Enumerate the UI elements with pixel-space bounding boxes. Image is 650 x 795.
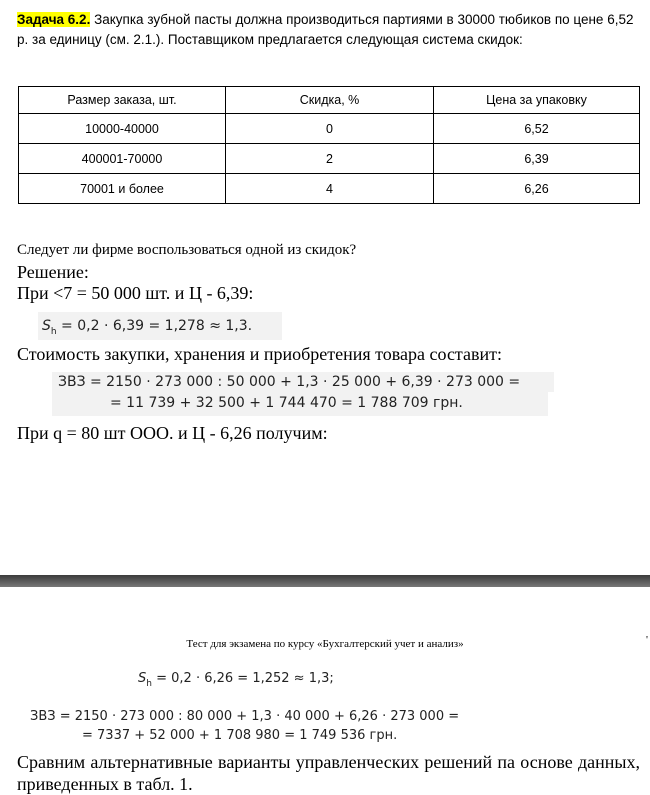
table-cell: 400001-70000: [19, 144, 226, 174]
table-cell: 6,52: [434, 114, 640, 144]
table-header-cell: Размер заказа, шт.: [19, 87, 226, 114]
page2-header: Тест для экзамена по курсу «Бухгалтерский учет и анализ»: [186, 638, 464, 650]
page-separator: [0, 575, 650, 587]
formula-zvz-1-line2: = 11 739 + 32 500 + 1 744 470 = 1 788 709 грн.: [52, 392, 548, 416]
table-row: [19, 114, 640, 144]
table-cell: 2: [226, 144, 434, 174]
task-text: Закупка зубной пасты должна производиться партиями в 30000 тюбиков по цене 6,52 р. за единицу (см. 2.1.). Поставщиком предлагается следующая система скидок:: [17, 12, 634, 47]
formula-expression: = 0,2 · 6,26 = 1,252 ≈ 1,3;: [151, 671, 334, 686]
formula-sh-1: [38, 312, 282, 340]
formula-subscript: h: [50, 327, 57, 337]
table-cell: 70001 и более: [19, 174, 226, 204]
table-cell: 0: [226, 114, 434, 144]
table-cell: 4: [226, 174, 434, 204]
table-header-cell: Скидка, %: [226, 87, 434, 114]
formula-zvz-2-line2: = 7337 + 52 000 + 1 708 980 = 1 749 536 грн.: [82, 728, 398, 743]
formula-symbol: S: [138, 671, 147, 686]
formula-zvz-2-line1: ЗВЗ = 2150 · 273 000 : 80 000 + 1,3 · 40 000 + 6,26 · 273 000 =: [30, 709, 460, 724]
case1-text: При <7 = 50 000 шт. и Ц - 6,39:: [17, 283, 254, 303]
formula-zvz-1-line1: ЗВЗ = 2150 · 273 000 : 50 000 + 1,3 · 25 000 + 6,39 · 273 000 =: [52, 372, 554, 392]
compare-paragraph: Сравним альтернативные варианты управленческих решений па основе данных, приведенных в табл. 1.: [17, 752, 640, 794]
table-header-cell: Цена за упаковку: [434, 87, 640, 114]
formula-expression: = 0,2 · 6,39 = 1,278 ≈ 1,3.: [56, 318, 253, 334]
formula-subscript: h: [146, 679, 152, 689]
solution-label: Решение:: [17, 262, 89, 282]
task-label: Задача 6.2.: [17, 12, 91, 27]
case2-text: При q = 80 шт ООО. и Ц - 6,26 получим:: [17, 423, 328, 443]
page-separator-band: [0, 575, 650, 587]
table-cell: 6,26: [434, 174, 640, 204]
cost-text: Стоимость закупки, хранения и приобретения товара составит:: [17, 344, 503, 364]
discount-table: [18, 86, 640, 204]
table-header-row: [19, 87, 640, 114]
formula-symbol: S: [42, 318, 51, 334]
formula-sh-2: [138, 668, 358, 690]
task-paragraph: [17, 10, 637, 50]
table-cell: 6,39: [434, 144, 640, 174]
page2-tick: ': [646, 634, 648, 646]
table-row: [19, 174, 640, 204]
table-row: [19, 144, 640, 174]
question-text: Следует ли фирме воспользоваться одной из скидок?: [17, 242, 357, 258]
table-cell: 10000-40000: [19, 114, 226, 144]
